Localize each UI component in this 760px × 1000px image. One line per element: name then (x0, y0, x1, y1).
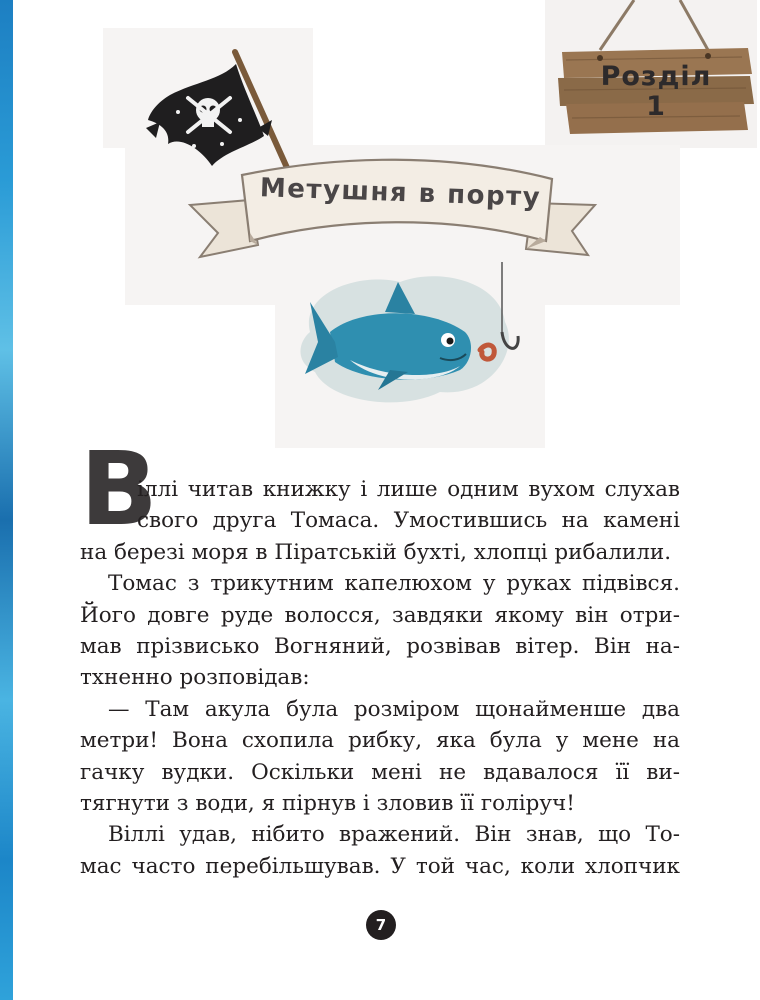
shark-icon (290, 262, 525, 412)
text-line: мас часто перебільшував. У той час, коли хлопчик (80, 853, 680, 879)
story-text (80, 474, 680, 882)
text-line: на березі моря в Піратській бухті, хлопці рибалили. (80, 539, 672, 565)
text-line: гачку вудки. Оскільки мені не вдавалося її ви- (80, 759, 680, 785)
text-line: іллі читав книжку і лише одним вухом слухав (137, 477, 680, 502)
drop-cap: В (80, 430, 158, 549)
page-number: 7 (366, 910, 396, 940)
text-line: свого друга Томаса. Умостившись на камені (137, 508, 680, 534)
text-line: тхненно розповідав: (80, 665, 310, 691)
text-line: тягнути з води, я пірнув і зловив її голіруч! (80, 791, 575, 817)
chapter-label: Розділ (600, 61, 712, 92)
chapter-number: 1 (646, 91, 666, 122)
chapter-title: Метушня в порту (259, 173, 542, 213)
text-line: Його довге руде волосся, завдяки якому він отри- (80, 602, 680, 628)
text-line: мав прізвисько Вогняний, розвівав вітер. Він на- (80, 634, 680, 660)
page-edge-strip (0, 0, 13, 1000)
chapter-sign (560, 62, 752, 122)
text-line: Віллі удав, нібито вражений. Він знав, що То- (108, 822, 680, 848)
text-line: метри! Вона схопила рибку, яка була у мене на (80, 728, 680, 754)
text-line: Томас з трикутним капелюхом у руках підвівся. (108, 571, 680, 597)
text-line: — Там акула була розміром щонайменше два (108, 696, 680, 722)
